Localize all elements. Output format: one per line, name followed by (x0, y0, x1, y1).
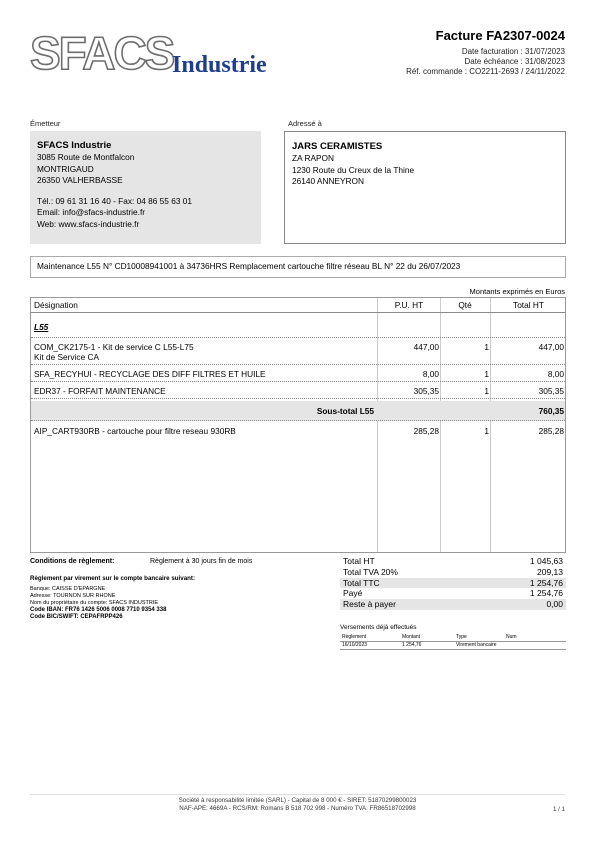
legal-line-2: NAF-APE: 4669A - RCS/RM: Romans B 518 702 998 - Numéro TVA: FR86518702998 (179, 805, 416, 812)
line-designation-sub: Kit de Service CA (34, 352, 100, 362)
account-owner: Nom du propriétaire du compte: SFACS INDUSTRIE (30, 600, 159, 606)
line-total: 8,00 (547, 369, 564, 379)
invoice-meta (406, 47, 565, 77)
subtotal-label: Sous-total L55 (316, 406, 374, 416)
logo-sub-text: Industrie (172, 52, 267, 78)
line-qte: 1 (484, 426, 489, 436)
header-total: Total HT (513, 300, 544, 310)
payment-date: 16/10/2023 (342, 642, 368, 648)
order-reference: Réf. commande : CO2211-2693 / 24/11/2022 (406, 67, 565, 76)
table-row (31, 366, 565, 382)
total-ttc-row (340, 578, 566, 589)
payment-row (340, 642, 566, 650)
payments-header (340, 634, 566, 642)
payments-header-num: Num (506, 634, 517, 640)
invoice-title: Facture FA2307-0024 (435, 28, 565, 43)
recipient-block (284, 131, 566, 244)
line-total: 285,28 (538, 426, 564, 436)
recipient-name: JARS CERAMISTES (292, 141, 383, 152)
emitter-address-1: 3085 Route de Montfalcon (37, 152, 135, 162)
total-value: 1 254,76 (529, 577, 563, 588)
header-designation: Désignation (34, 300, 78, 310)
recipient-address-2: 1230 Route du Creux de la Thine (292, 164, 415, 175)
line-pu: 285,28 (413, 426, 439, 436)
bank-details (30, 575, 195, 621)
emitter-web[interactable]: Web: www.sfacs-industrie.fr (37, 218, 140, 229)
payment-amount: 1 254,76 (402, 642, 422, 648)
line-qte: 1 (484, 342, 489, 352)
line-qte: 1 (484, 386, 489, 396)
emitter-label: Émetteur (30, 119, 61, 128)
currency-note: Montants exprimés en Euros (469, 287, 565, 296)
emitter-name: SFACS Industrie (37, 140, 112, 151)
payments-block (340, 624, 566, 650)
emitter-block (30, 131, 261, 244)
line-pu: 305,35 (413, 386, 439, 396)
emitter-address-3: 26350 VALHERBASSE (37, 175, 123, 185)
payments-header-type: Type (456, 634, 467, 640)
line-total: 447,00 (538, 342, 564, 352)
table-row (31, 383, 565, 399)
bank-address: Adresse: TOURNON SUR RHONE (30, 593, 116, 599)
company-logo (30, 27, 290, 80)
section-row (31, 314, 565, 338)
total-value: 1 254,76 (529, 588, 563, 599)
section-label: L55 (34, 322, 49, 332)
page-number: 1 / 1 (552, 806, 565, 813)
payment-type: Virement bancaire (456, 642, 497, 648)
legal-footer (0, 797, 595, 813)
footer-divider (30, 794, 565, 795)
total-value: 1 045,63 (529, 556, 563, 566)
lines-table (30, 297, 566, 553)
emitter-email[interactable]: Email: info@sfacs-industrie.fr (37, 207, 146, 217)
payments-header-reglement: Règlement (342, 634, 367, 640)
recipient-address-1: ZA RAPON (292, 153, 334, 163)
emitter-phone: Tél.: 09 61 31 16 40 - Fax: 04 86 55 63 01 (37, 195, 192, 206)
table-row (31, 423, 565, 439)
total-tva-row (340, 567, 566, 578)
line-designation: SFA_RECYHUI - RECYCLAGE DES DIFF FILTRES ET HUILE (34, 369, 266, 379)
subtotal-row (31, 401, 565, 421)
totals-block (340, 556, 566, 610)
table-header (31, 298, 565, 313)
payments-header-montant: Montant (402, 634, 421, 640)
subtotal-value: 760,35 (538, 406, 564, 416)
bank-name: Banque: CAISSE D'EPARGNE (30, 586, 106, 592)
total-label: Total HT (343, 556, 375, 566)
invoice-due-date: Date échéance : 31/08/2023 (464, 57, 565, 66)
total-value: 0,00 (546, 599, 563, 610)
conditions-value: Règlement à 30 jours fin de mois (150, 558, 253, 565)
line-total: 305,35 (538, 386, 564, 396)
payments-title: Versements déjà effectués (340, 624, 417, 631)
legal-line-1: Société à responsabilité limitée (SARL) - Capital de 8 000 € - SIRET: 51870299800023 (178, 797, 417, 804)
recipient-label: Adressé à (288, 119, 322, 128)
invoice-date: Date facturation : 31/07/2023 (461, 47, 565, 56)
header-pu: P.U. HT (394, 300, 424, 310)
conditions-label: Conditions de règlement: (30, 558, 115, 565)
line-designation: AIP_CART930RB - cartouche pour filtre reseau 930RB (34, 426, 236, 436)
total-label: Reste à payer (343, 599, 396, 610)
iban: Code IBAN: FR76 1426 5006 0008 7710 9354 338 (30, 607, 167, 613)
recipient-address-3: 26140 ANNEYRON (292, 176, 364, 186)
table-row (31, 339, 565, 365)
invoice-object: Maintenance L55 N° CD10008941001 à 34736HRS Remplacement cartouche filtre réseau BL N° 22 du 26/07/2023 (30, 256, 566, 278)
remaining-row (340, 599, 566, 610)
line-designation: COM_CK2175-1 - Kit de service C L55-L75 (34, 342, 194, 352)
total-label: Payé (343, 588, 363, 599)
line-qte: 1 (484, 369, 489, 379)
total-label: Total TTC (343, 577, 380, 588)
emitter-address-2: MONTRIGAUD (37, 163, 94, 174)
transfer-title: Règlement par virement sur le compte bancaire suivant: (30, 575, 196, 582)
line-pu: 8,00 (422, 369, 439, 379)
total-value: 209,13 (537, 566, 563, 577)
header-qte: Qté (458, 300, 472, 310)
bic: Code BIC/SWIFT: CEPAFRPP426 (30, 614, 123, 620)
line-designation: EDR37 - FORFAIT MAINTENANCE (34, 386, 166, 396)
total-label: Total TVA 20% (343, 566, 398, 577)
total-ht-row (340, 556, 566, 567)
logo-main-text: SFACS (30, 27, 174, 79)
line-pu: 447,00 (413, 342, 439, 352)
paid-row (340, 588, 566, 599)
